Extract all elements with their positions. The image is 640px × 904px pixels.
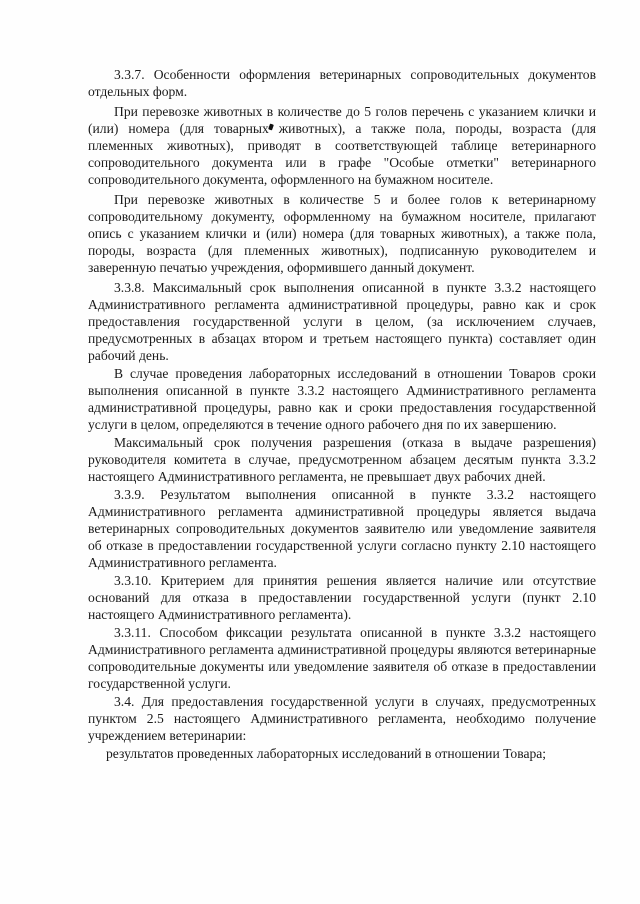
paragraph-3-3-9: 3.3.9. Результатом выполнения описанной в пункте 3.3.2 настоящего Административного регламента административной процедуры является выдача ветеринарных сопроводительных документов заявителю или уведомление заявителя об отказе в предоставлении государственной услуги согласно пункту 2.10 настоящего Административного регламента. xyxy=(88,487,596,570)
paragraph-3-3-7: 3.3.7. Особенности оформления ветеринарных сопроводительных документов отдельных форм. xyxy=(88,67,596,99)
paragraph-3-4: 3.4. Для предоставления государственной услуги в случаях, предусмотренных пунктом 2.5 настоящего Административного регламента, необходимо получение учреждением ветеринарии: xyxy=(88,694,596,743)
paragraph-lab-research: В случае проведения лабораторных исследований в отношении Товаров сроки выполнения описанной в пункте 3.3.2 настоящего Административного регламента административной процедуры, равно как и сроки предоставления государственной услуги в целом, определяются в течение одного рабочего дня по их завершению. xyxy=(88,366,596,432)
paragraph-3-3-10: 3.3.10. Критерием для принятия решения является наличие или отсутствие оснований для отказа в предоставлении государственной услуги (пункт 2.10 настоящего Административного регламента). xyxy=(88,573,596,622)
paragraph-max-permission-term: Максимальный срок получения разрешения (отказа в выдаче разрешения) руководителя комитета в случае, предусмотренном абзацем десятым пункта 3.3.2 настоящего Административного регламента, не превышает двух рабочих дней. xyxy=(88,435,596,484)
document-body xyxy=(88,66,596,762)
paragraph-3-3-8: 3.3.8. Максимальный срок выполнения описанной в пункте 3.3.2 настоящего Административного регламента административной процедуры, равно как и срок предоставления государственной услуги в целом, (за исключением случаев, предусмотренных в абзацах втором и третьем настоящего пункта) составляет один рабочий день. xyxy=(88,280,596,363)
paragraph-5-or-more-animals: При перевозке животных в количестве 5 и более голов к ветеринарному сопроводительному документу, оформленному на бумажном носителе, прилагают опись с указанием клички и (или) номера (для товарных животных), а также пола, породы, возраста (для племенных животных), подписанную руководителем и заверенную печатью учреждения, оформившего данный документ. xyxy=(88,192,596,275)
paragraph-lab-results: результатов проведенных лабораторных исследований в отношении Товара; xyxy=(106,746,547,761)
paragraph-up-to-5-animals: При перевозке животных в количестве до 5 голов перечень с указанием клички и (или) номера (для товарных животных), а также пола, породы, возраста (для племенных животных), приводят в соответствующей таблице ветеринарного сопроводительного документа или в графе "Особые отметки" ветеринарного сопроводительного документа, оформленного на бумажном носителе. xyxy=(88,104,596,187)
paragraph-3-3-11: 3.3.11. Способом фиксации результата описанной в пункте 3.3.2 настоящего Административного регламента административной процедуры являются ветеринарные сопроводительные документы или уведомление заявителя об отказе в предоставлении государственной услуги. xyxy=(88,625,596,691)
